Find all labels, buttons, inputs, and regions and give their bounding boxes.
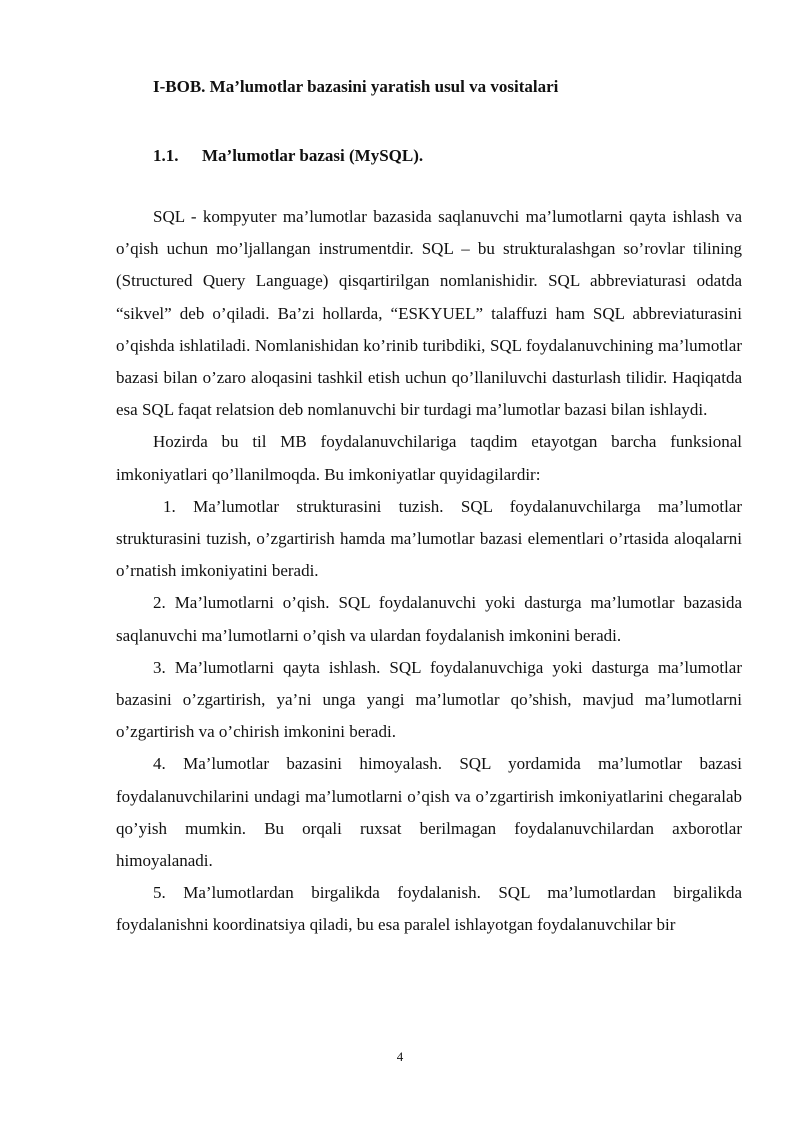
paragraph-capabilities-intro: Hozirda bu til MB foydalanuvchilariga taqdim etayotgan barcha funksional imkoniyatlari qo’llanilmoqda. Bu imkoniyatlar quyidagilardir: — [116, 432, 742, 484]
section-heading — [153, 146, 423, 166]
chapter-title: I-BOB. Ma’lumotlar bazasini yaratish usul va vositalari — [153, 77, 559, 96]
section-title: Ma’lumotlar bazasi (MySQL). — [202, 146, 424, 165]
paragraph-sql-intro: SQL - kompyuter ma’lumotlar bazasida saqlanuvchi ma’lumotlarni qayta ishlash va o’qish uchun mo’ljallangan instrumentdir. SQL – bu strukturalashgan so’rovlar tilining (Structured Query Language) qisqartirilgan nomlanishidir. SQL abbreviaturasi odatda “sikvel” deb o’qiladi. Ba’zi hollarda, “ESKYUEL” talaffuzi ham SQL abbreviaturasini o’qishda ishlatiladi. Nomlanishidan ko’rinib turibdiki, SQL foydalanuvchining ma’lumotlar bazasi bilan o’zaro aloqasini tashkil etish uchun qo’llaniluvchi dasturlash tilidir. Haqiqatda esa SQL faqat relatsion deb nomlanuvchi bir turdagi ma’lumotlar bazasi bilan ishlaydi. — [116, 207, 742, 420]
list-item-data-processing: 3. Ma’lumotlarni qayta ishlash. SQL foydalanuvchiga yoki dasturga ma’lumotlar bazasini o’zgartirish, ya’ni unga yangi ma’lumotlar qo’shish, mavjud ma’lumotlarni o’zgartirish va o’chirish imkonini beradi. — [116, 657, 742, 742]
list-item-data-reading: 2. Ma’lumotlarni o’qish. SQL foydalanuvchi yoki dasturga ma’lumotlar bazasida saqlanuvchi ma’lumotlarni o’qish va ulardan foydalanish imkonini beradi. — [116, 593, 742, 645]
section-number: 1.1. — [153, 146, 179, 165]
body-text — [116, 201, 742, 942]
page-number: 4 — [396, 1049, 404, 1064]
list-item-data-protection: 4. Ma’lumotlar bazasini himoyalash. SQL yordamida ma’lumotlar bazasi foydalanuvchilarini undagi ma’lumotlarni o’qish va o’zgartirish imkoniyatlarini chegaralab qo’yish mumkin. Bu orqali ruxsat berilmagan foydalanuvchilardan axborotlar himoyalanadi. — [116, 754, 742, 871]
list-item-data-sharing: 5. Ma’lumotlardan birgalikda foydalanish. SQL ma’lumotlardan birgalikda foydalanishni koordinatsiya qiladi, bu esa paralel ishlayotgan foydalanuvchilar bir — [116, 883, 742, 935]
list-item-data-structure: 1. Ma’lumotlar strukturasini tuzish. SQL foydalanuvchilarga ma’lumotlar strukturasini tuzish, o’zgartirish hamda ma’lumotlar bazasi elementlari o’rtasida aloqalarni o’rnatish imkoniyatini beradi. — [116, 496, 742, 581]
